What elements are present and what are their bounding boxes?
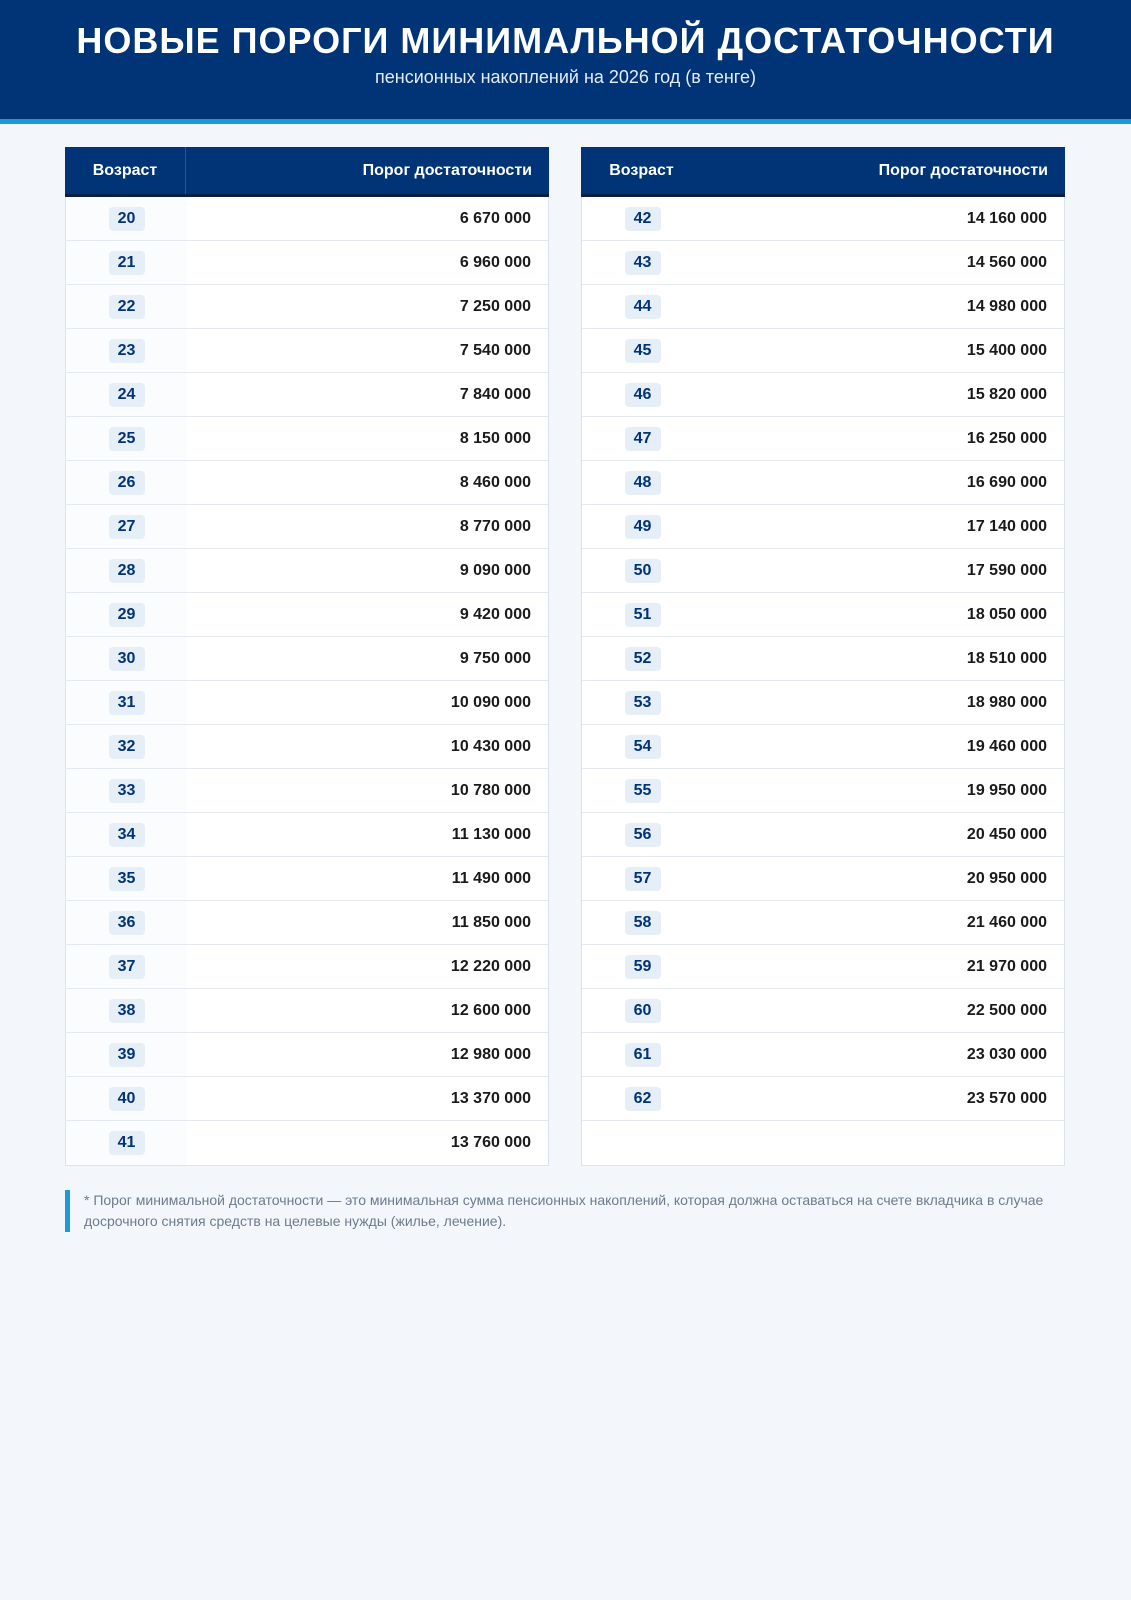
- table-row: [582, 593, 1064, 637]
- footnote: * Порог минимальной достаточности — это минимальная сумма пенсионных накоплений, которая должна оставаться на счете вкладчика в случае досрочного снятия средств на целевые нужды (жилье, лечение).: [65, 1190, 1084, 1232]
- table-row: [66, 901, 548, 945]
- threshold-value: 18 980 000: [966, 693, 1047, 711]
- threshold-value: 9 420 000: [459, 605, 531, 623]
- age-badge: 36: [109, 911, 145, 935]
- table-row: [66, 241, 548, 285]
- age-badge: 30: [109, 647, 145, 671]
- threshold-value: 14 980 000: [966, 297, 1047, 315]
- age-cell: [582, 241, 703, 284]
- threshold-value: 10 430 000: [450, 737, 531, 755]
- age-cell: [582, 373, 703, 416]
- age-cell: [66, 901, 187, 944]
- table-row: [582, 1033, 1064, 1077]
- page-title: НОВЫЕ ПОРОГИ МИНИМАЛЬНОЙ ДОСТАТОЧНОСТИ: [76, 20, 1055, 61]
- age-badge: 61: [625, 1043, 661, 1067]
- age-cell: [66, 1121, 187, 1165]
- age-badge: 44: [625, 295, 661, 319]
- threshold-value: 6 670 000: [459, 209, 531, 227]
- table-row: [66, 285, 548, 329]
- age-badge: 59: [625, 955, 661, 979]
- age-badge: 31: [109, 691, 145, 715]
- age-cell: [66, 461, 187, 504]
- age-badge: 53: [625, 691, 661, 715]
- age-badge: 32: [109, 735, 145, 759]
- threshold-value: 21 460 000: [966, 913, 1047, 931]
- threshold-table-right: [581, 147, 1065, 1166]
- age-cell: [582, 505, 703, 548]
- age-badge: 50: [625, 559, 661, 583]
- threshold-value: 10 780 000: [450, 781, 531, 799]
- age-cell: [582, 989, 703, 1032]
- threshold-value: 7 840 000: [459, 385, 531, 403]
- age-badge: 56: [625, 823, 661, 847]
- table-row: [66, 989, 548, 1033]
- age-cell: [66, 681, 187, 724]
- table-row: [582, 417, 1064, 461]
- table-body: [66, 197, 548, 1165]
- table-row: [66, 593, 548, 637]
- table-row: [66, 1077, 548, 1121]
- threshold-value: 18 050 000: [966, 605, 1047, 623]
- age-badge: 29: [109, 603, 145, 627]
- age-badge: 35: [109, 867, 145, 891]
- threshold-value: 13 370 000: [450, 1089, 531, 1107]
- threshold-value: 17 140 000: [966, 517, 1047, 535]
- table-body: [582, 197, 1064, 1165]
- age-cell: [66, 989, 187, 1032]
- threshold-value: 8 770 000: [459, 517, 531, 535]
- age-cell: [582, 857, 703, 900]
- threshold-value: 7 250 000: [459, 297, 531, 315]
- threshold-value: 13 760 000: [450, 1134, 531, 1151]
- table-row: [582, 681, 1064, 725]
- table-row: [66, 725, 548, 769]
- age-badge: 26: [109, 471, 145, 495]
- table-row: [582, 813, 1064, 857]
- age-badge: 51: [625, 603, 661, 627]
- table-row: [582, 1121, 1064, 1165]
- age-cell: [582, 945, 703, 988]
- table-row: [582, 857, 1064, 901]
- age-badge: 20: [109, 207, 145, 231]
- age-cell: [582, 813, 703, 856]
- age-badge: 24: [109, 383, 145, 407]
- age-badge: 47: [625, 427, 661, 451]
- age-cell: [66, 373, 187, 416]
- age-cell: [66, 329, 187, 372]
- threshold-value: 10 090 000: [450, 693, 531, 711]
- threshold-value: 17 590 000: [966, 561, 1047, 579]
- table-row: [582, 769, 1064, 813]
- age-cell: [66, 857, 187, 900]
- threshold-value: 16 250 000: [966, 429, 1047, 447]
- threshold-value: 15 820 000: [966, 385, 1047, 403]
- table-row: [66, 329, 548, 373]
- age-cell: [66, 285, 187, 328]
- threshold-value: 9 750 000: [459, 649, 531, 667]
- table-row: [66, 197, 548, 241]
- table-row: [66, 373, 548, 417]
- threshold-value: 12 980 000: [450, 1045, 531, 1063]
- age-badge: 38: [109, 999, 145, 1023]
- age-badge: 23: [109, 339, 145, 363]
- age-cell: [66, 593, 187, 636]
- threshold-value: 23 030 000: [966, 1045, 1047, 1063]
- age-cell: [582, 593, 703, 636]
- page-subtitle: пенсионных накоплений на 2026 год (в тенге): [375, 67, 756, 87]
- age-cell: [582, 417, 703, 460]
- age-cell: [582, 769, 703, 812]
- table-row: [582, 725, 1064, 769]
- table-row: [582, 461, 1064, 505]
- age-cell: [582, 461, 703, 504]
- age-badge: 62: [625, 1087, 661, 1111]
- threshold-value: 11 130 000: [451, 825, 531, 843]
- table-row: [582, 505, 1064, 549]
- table-row: [582, 197, 1064, 241]
- age-badge: 48: [625, 471, 661, 495]
- threshold-value: 12 220 000: [450, 957, 531, 975]
- age-badge: 39: [109, 1043, 145, 1067]
- table-row: [582, 1077, 1064, 1121]
- age-badge: 45: [625, 339, 661, 363]
- table-row: [66, 637, 548, 681]
- age-badge: 49: [625, 515, 661, 539]
- age-cell: [582, 725, 703, 768]
- threshold-value: 23 570 000: [966, 1089, 1047, 1107]
- table-row: [66, 769, 548, 813]
- age-cell: [66, 417, 187, 460]
- table-row: [66, 813, 548, 857]
- column-header-threshold: Порог достаточности: [878, 161, 1048, 179]
- age-badge: 55: [625, 779, 661, 803]
- threshold-value: 22 500 000: [966, 1001, 1047, 1019]
- threshold-value: 19 950 000: [966, 781, 1047, 799]
- age-cell: [66, 769, 187, 812]
- age-badge: 43: [625, 251, 661, 275]
- age-cell: [582, 197, 703, 240]
- age-cell: [582, 329, 703, 372]
- table-row: [582, 901, 1064, 945]
- threshold-value: 8 150 000: [459, 429, 531, 447]
- age-cell: [66, 637, 187, 680]
- age-badge: 41: [109, 1131, 145, 1155]
- age-cell: [66, 241, 187, 284]
- threshold-value: 18 510 000: [966, 649, 1047, 667]
- table-header: [581, 147, 1065, 197]
- age-badge: 28: [109, 559, 145, 583]
- age-cell: [66, 813, 187, 856]
- threshold-value: 16 690 000: [966, 473, 1047, 491]
- threshold-value: 19 460 000: [966, 737, 1047, 755]
- age-cell: [66, 945, 187, 988]
- column-header-threshold: Порог достаточности: [362, 161, 532, 179]
- page-header: [0, 0, 1131, 124]
- table-header: [65, 147, 549, 197]
- age-badge: 57: [625, 867, 661, 891]
- column-header-age: Возраст: [65, 147, 186, 194]
- threshold-value: 20 450 000: [966, 825, 1047, 843]
- table-row: [582, 285, 1064, 329]
- table-row: [582, 329, 1064, 373]
- threshold-value: 9 090 000: [459, 561, 531, 579]
- threshold-value: 11 850 000: [451, 913, 531, 931]
- table-row: [66, 549, 548, 593]
- age-cell: [582, 549, 703, 592]
- threshold-table-left: [65, 147, 549, 1166]
- age-badge: 33: [109, 779, 145, 803]
- threshold-value: 11 490 000: [451, 869, 531, 887]
- threshold-value: 8 460 000: [459, 473, 531, 491]
- table-row: [66, 1033, 548, 1077]
- age-cell: [582, 1121, 703, 1165]
- age-badge: 52: [625, 647, 661, 671]
- threshold-value: 7 540 000: [459, 341, 531, 359]
- age-cell: [582, 1033, 703, 1076]
- column-header-age: Возраст: [609, 161, 674, 179]
- age-cell: [582, 285, 703, 328]
- age-cell: [66, 1033, 187, 1076]
- age-cell: [582, 1077, 703, 1120]
- age-badge: 21: [109, 251, 145, 275]
- age-cell: [66, 725, 187, 768]
- table-row: [582, 241, 1064, 285]
- age-cell: [66, 505, 187, 548]
- age-cell: [582, 637, 703, 680]
- age-badge: 25: [109, 427, 145, 451]
- threshold-value: 20 950 000: [966, 869, 1047, 887]
- threshold-value: 21 970 000: [966, 957, 1047, 975]
- threshold-value: 6 960 000: [459, 253, 531, 271]
- age-cell: [66, 549, 187, 592]
- age-cell: [66, 197, 187, 240]
- age-cell: [66, 1077, 187, 1120]
- age-badge: 22: [109, 295, 145, 319]
- age-badge: 58: [625, 911, 661, 935]
- age-badge: 42: [625, 207, 661, 231]
- age-badge: 27: [109, 515, 145, 539]
- table-row: [582, 373, 1064, 417]
- table-row: [66, 1121, 548, 1165]
- threshold-value: 14 560 000: [966, 253, 1047, 271]
- table-row: [66, 945, 548, 989]
- table-row: [582, 989, 1064, 1033]
- table-row: [66, 461, 548, 505]
- table-row: [66, 857, 548, 901]
- threshold-value: 15 400 000: [966, 341, 1047, 359]
- age-badge: 40: [109, 1087, 145, 1111]
- age-badge: 60: [625, 999, 661, 1023]
- age-badge: 37: [109, 955, 145, 979]
- age-badge: 46: [625, 383, 661, 407]
- age-badge: 34: [109, 823, 145, 847]
- age-cell: [582, 901, 703, 944]
- table-row: [582, 945, 1064, 989]
- table-row: [66, 681, 548, 725]
- age-cell: [582, 681, 703, 724]
- table-row: [66, 505, 548, 549]
- threshold-value: 12 600 000: [450, 1001, 531, 1019]
- age-badge: 54: [625, 735, 661, 759]
- table-row: [582, 549, 1064, 593]
- threshold-value: 14 160 000: [966, 209, 1047, 227]
- table-row: [66, 417, 548, 461]
- table-row: [582, 637, 1064, 681]
